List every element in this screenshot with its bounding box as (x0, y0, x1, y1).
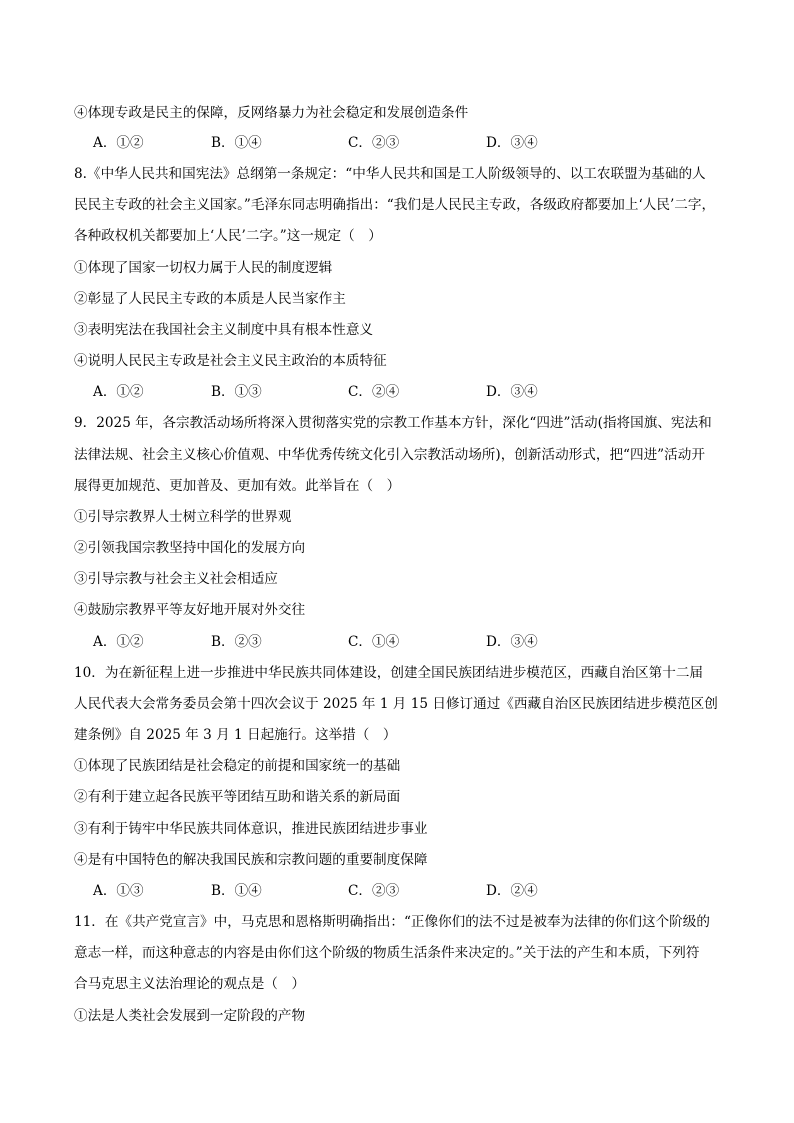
q10-statement-3: ③有利于铸牢中华民族共同体意识，推进民族团结进步事业 (74, 821, 428, 837)
q10-stem-line-3: 建条例》自 2025 年 3 月 1 日起施行。这举措（ ） (74, 727, 397, 743)
q8-statement-2: ②彰显了人民民主专政的本质是人民当家作主 (74, 291, 346, 307)
q11-stem-line-1: 11．在《共产党宣言》中，马克思和恩格斯明确指出：“正像你们的法不过是被奉为法律的你们这个阶级的 (74, 914, 710, 930)
q10-statement-1: ①体现了民族团结是社会稳定的前提和国家统一的基础 (74, 758, 401, 774)
q9-statement-4: ④鼓励宗教界平等友好地开展对外交往 (74, 602, 306, 618)
q10-stem-line-2: 人民代表大会常务委员会第十四次会议于 2025 年 1 月 15 日修订通过《西藏自治区民族团结进步模范区创 (74, 696, 718, 712)
q11-stem-line-3: 合马克思主义法治理论的观点是（ ） (74, 976, 306, 992)
q10-option-d[interactable]: D．②④ (486, 883, 538, 899)
q7-options (93, 133, 693, 153)
q7-option-a[interactable]: A．①② (93, 135, 144, 151)
q9-option-c[interactable]: C．①④ (348, 634, 400, 650)
q10-stem-line-1: 10．为在新征程上进一步推进中华民族共同体建设，创建全国民族团结进步模范区，西藏自治区第十二届 (74, 665, 704, 681)
q8-options (93, 382, 693, 402)
q9-statement-3: ③引导宗教与社会主义社会相适应 (74, 571, 278, 587)
q7-statement-4: ④体现专政是民主的保障，反网络暴力为社会稳定和发展创造条件 (74, 105, 469, 121)
q9-statement-2: ②引领我国宗教坚持中国化的发展方向 (74, 540, 306, 556)
q7-option-c[interactable]: C．②③ (348, 135, 400, 151)
q10-options (93, 881, 693, 901)
q11-stem-line-2: 意志一样，而这种意志的内容是由你们这个阶级的物质生活条件来决定的。”关于法的产生和本质，下列符 (74, 945, 700, 961)
q8-option-d[interactable]: D．③④ (486, 384, 538, 400)
q9-options (93, 632, 693, 652)
q8-option-a[interactable]: A．①② (93, 384, 144, 400)
q10-option-b[interactable]: B．①④ (211, 883, 262, 899)
q9-stem-line-2: 法律法规、社会主义核心价值观、中华优秀传统文化引入宗教活动场所)，创新活动形式，把“四进”活动开 (74, 447, 705, 463)
q8-stem-line-3: 各种政权机关都要加上‘人民’二字。”这一规定（ ） (74, 228, 382, 244)
q8-stem-line-2: 民民主专政的社会主义国家。”毛泽东同志明确指出：“我们是人民民主专政，各级政府都要加上‘人民’二字， (74, 197, 716, 213)
q9-option-d[interactable]: D．③④ (486, 634, 538, 650)
q8-statement-3: ③表明宪法在我国社会主义制度中具有根本性意义 (74, 322, 374, 338)
q8-option-b[interactable]: B．①③ (211, 384, 262, 400)
q8-stem-line-1: 8.《中华人民共和国宪法》总纲第一条规定：“中华人民共和国是工人阶级领导的、以工农联盟为基础的人 (74, 166, 706, 182)
q11-statement-1: ①法是人类社会发展到一定阶段的产物 (74, 1008, 306, 1024)
q9-stem-line-1: 9．2025 年，各宗教活动场所将深入贯彻落实党的宗教工作基本方针，深化“四进”活动(指将国旗、宪法和 (74, 415, 712, 431)
q8-statement-4: ④说明人民民主专政是社会主义民主政治的本质特征 (74, 353, 387, 369)
q8-option-c[interactable]: C．②④ (348, 384, 400, 400)
q10-statement-4: ④是有中国特色的解决我国民族和宗教问题的重要制度保障 (74, 852, 428, 868)
q8-statement-1: ①体现了国家一切权力属于人民的制度逻辑 (74, 260, 333, 276)
q10-option-a[interactable]: A．①③ (93, 883, 144, 899)
q10-statement-2: ②有利于建立起各民族平等团结互助和谐关系的新局面 (74, 789, 401, 805)
q9-stem-line-3: 展得更加规范、更加普及、更加有效。此举旨在（ ） (74, 478, 401, 494)
q7-option-d[interactable]: D．③④ (486, 135, 538, 151)
q9-option-b[interactable]: B．②③ (211, 634, 262, 650)
q10-option-c[interactable]: C．②③ (348, 883, 400, 899)
q7-option-b[interactable]: B．①④ (211, 135, 262, 151)
q9-statement-1: ①引导宗教界人士树立科学的世界观 (74, 509, 292, 525)
q9-option-a[interactable]: A．①② (93, 634, 144, 650)
